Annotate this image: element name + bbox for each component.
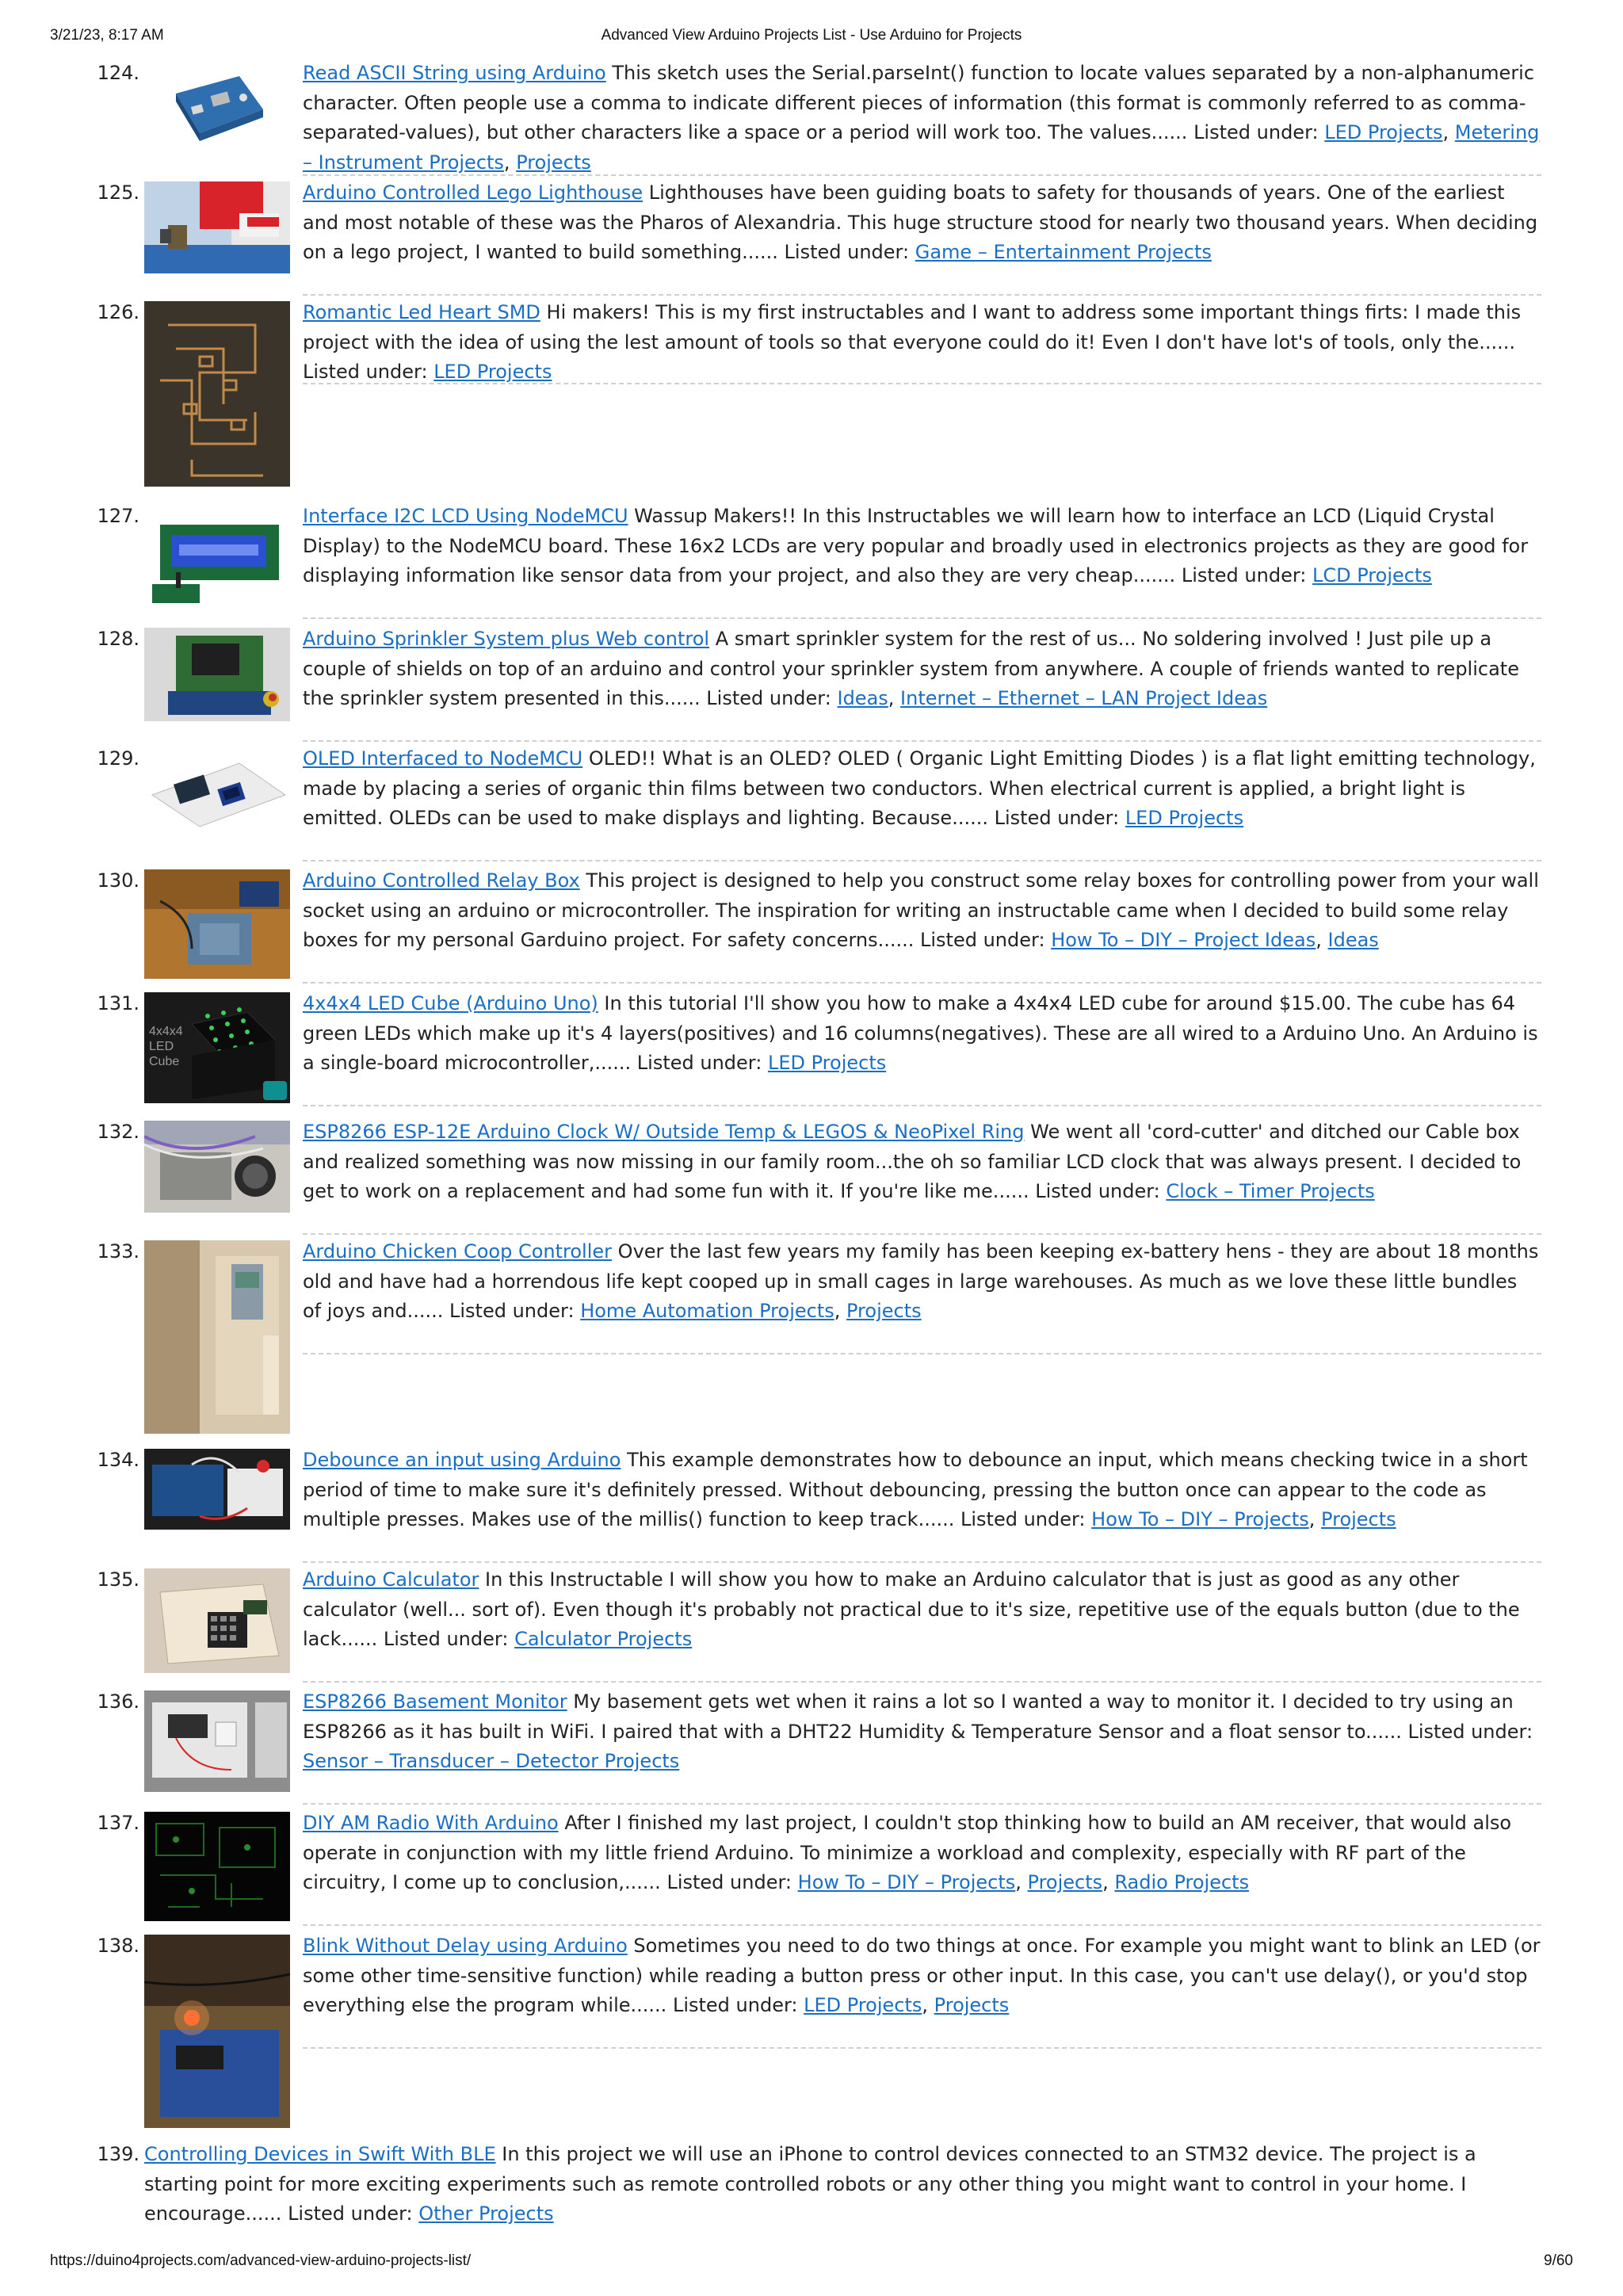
item-number: 131. [97,992,139,1014]
listed-under-label: Listed under: [706,687,831,709]
item-number: 125. [97,181,139,204]
item-text [303,1687,1541,1777]
listed-under-label: Listed under: [1193,121,1319,143]
project-thumbnail[interactable] [144,1240,290,1434]
project-link[interactable]: Controlling Devices in Swift With BLE [144,2143,496,2165]
category-link[interactable]: Sensor – Transducer – Detector Projects [303,1750,680,1772]
category-link[interactable]: Ideas [837,687,888,709]
project-description: This sketch uses the Serial.parseInt() function to locate values separated by a non-alphanumeric character. Often people use a comma to indicate different pieces of information (this format is commonly referred to as comma-separated-values), but other characters like a space or a period will work too. The values...... [303,62,1535,143]
item-number: 137. [97,1812,139,1834]
item-divider [303,1681,1541,1683]
thumbnail-caption: Cube [149,1055,180,1068]
item-divider [303,174,1541,176]
print-datetime: 3/21/23, 8:17 AM [50,27,164,44]
listed-under-label: Listed under: [960,1508,1086,1530]
project-thumbnail[interactable] [144,1935,290,2128]
project-thumbnail[interactable] [144,1690,290,1792]
listed-under-label: Listed under: [1035,1180,1160,1202]
project-thumbnail[interactable] [144,992,290,1103]
project-description: In this Instructable I will show you how to make an Arduino calculator that is just as good as any other calculator (well... sort of). Even though it's probably not practical due to it's size, repetitive use of the equals button (due to the lack...... [303,1568,1520,1650]
item-divider [303,1233,1541,1235]
category-link[interactable]: LCD Projects [1312,564,1432,586]
project-thumbnail[interactable] [144,62,290,151]
project-link[interactable]: ESP8266 ESP-12E Arduino Clock W/ Outside Temp & LEGOS & NeoPixel Ring [303,1121,1025,1143]
project-link[interactable]: Arduino Controlled Lego Lighthouse [303,181,643,204]
project-description: We went all 'cord-cutter' and ditched our Cable box and realized something was now missing in our family room...the oh so familiar LCD clock that was always present. I decided to get to work on a replacement and had some fun with it. If you're like me...... [303,1121,1522,1202]
project-description: In this project we will use an iPhone to control devices connected to an STM32 device. The project is a starting point for more exciting experiments such as remote controlled robots or any other thing you might want to control in your home. I encourage...... [144,2143,1476,2225]
item-divider [303,1105,1541,1106]
listed-under-label: Listed under: [1407,1720,1533,1743]
category-link[interactable]: Radio Projects [1114,1871,1250,1893]
item-divider [303,383,1541,384]
project-thumbnail[interactable] [144,628,290,721]
item-text [303,178,1541,268]
item-number: 129. [97,747,139,770]
project-thumbnail[interactable] [144,301,290,487]
item-divider [303,294,1541,296]
category-link[interactable]: Projects [846,1300,922,1322]
project-link[interactable]: Arduino Calculator [303,1568,479,1591]
listed-under-label: Listed under: [288,2202,413,2225]
category-link[interactable]: Game – Entertainment Projects [915,241,1212,263]
project-link[interactable]: ESP8266 Basement Monitor [303,1690,567,1713]
print-page-number: 9/60 [1544,2252,1573,2269]
project-thumbnail[interactable] [144,1812,290,1921]
category-link[interactable]: Projects [934,1994,1010,2016]
item-number: 130. [97,869,139,892]
item-divider [303,2047,1541,2049]
project-link[interactable]: Read ASCII String using Arduino [303,62,606,84]
item-text [303,298,1541,388]
item-divider [303,1803,1541,1805]
item-divider [303,1924,1541,1926]
category-link[interactable]: LED Projects [433,361,552,383]
project-thumbnail[interactable] [144,181,290,273]
item-text [303,989,1541,1079]
item-text: Arduino Chicken Coop Controller Over the last few years my family has been keeping ex-battery hens - they are about 18 months old and have had a horrendous life kept cooped up in small cages in large warehouses. As much as we love these little bundles of joys and...... Listed under: Home Automation Projects, Projects [303,1240,1539,1322]
project-description: In this tutorial I'll show you how to make a 4x4x4 LED cube for around $15.00. The cube has 64 green LEDs which make up it's 4 layers(positives) and 16 columns(negatives). These are all wired to a Arduino Uno. An Arduino is a single-board microcontroller,...... [303,992,1538,1074]
listed-under-label: Listed under: [449,1300,575,1322]
project-link[interactable]: Arduino Controlled Relay Box [303,869,580,892]
listed-under-label: Listed under: [994,807,1120,829]
category-link[interactable]: LED Projects [804,1994,922,2016]
project-link[interactable]: Arduino Sprinkler System plus Web control [303,628,710,650]
item-number: 124. [97,62,139,84]
category-link[interactable]: Other Projects [418,2202,554,2225]
item-divider [303,1353,1541,1354]
category-link[interactable]: Projects [516,151,591,174]
item-number: 135. [97,1568,139,1591]
item-text [303,1117,1541,1207]
project-description: This project is designed to help you construct some relay boxes for controlling power from your wall socket using an arduino or microcontroller. The inspiration for writing an instructable came when I decided to build some relay boxes for my personal Garduino project. For safety concerns...... [303,869,1539,951]
listed-under-label: Listed under: [636,1052,762,1074]
item-text [144,2140,1541,2229]
category-link[interactable]: How To – DIY – Project Ideas [1051,929,1316,951]
project-thumbnail[interactable] [144,505,290,608]
item-number: 132. [97,1121,139,1143]
project-thumbnail[interactable] [144,869,290,979]
listed-under-label: Listed under: [1181,564,1307,586]
listed-under-label: Listed under: [920,929,1045,951]
print-page-title: Advanced View Arduino Projects List - Use Arduino for Projects [601,27,1022,44]
project-link[interactable]: Romantic Led Heart SMD [303,301,540,323]
category-link[interactable]: LED Projects [767,1052,887,1074]
item-number: 128. [97,628,139,650]
listed-under-label: Listed under: [383,1628,509,1650]
item-number: 134. [97,1449,139,1471]
category-link[interactable]: Internet – Ethernet – LAN Project Ideas [900,687,1268,709]
item-text: DIY AM Radio With Arduino After I finished my last project, I couldn't stop thinking how to build an AM receiver, that would also operate in conjunction with my little friend Arduino. To minimize a workload and complexity, especially with RF part of the circuitry, I come up to conclusion,...... Listed under: How To – DIY – Projects, Projects, Radio Projects [303,1812,1512,1893]
category-link[interactable]: Calculator Projects [514,1628,693,1650]
category-link[interactable]: How To – DIY – Projects [1091,1508,1309,1530]
item-text: Arduino Controlled Relay Box This project is designed to help you construct some relay boxes for controlling power from your wall socket using an arduino or microcontroller. The inspiration for writing an instructable came when I decided to build some relay boxes for my personal Garduino project. For safety concerns...... Listed under: How To – DIY – Project Ideas, Ideas [303,869,1539,951]
category-link[interactable]: LED Projects [1324,121,1443,143]
item-divider [303,740,1541,742]
item-divider [303,860,1541,861]
item-number: 136. [97,1690,139,1713]
project-thumbnail[interactable] [144,1568,290,1673]
project-link[interactable]: DIY AM Radio With Arduino [303,1812,559,1834]
item-divider [303,617,1541,619]
item-number: 127. [97,505,139,527]
category-link[interactable]: Metering – Instrument Projects [303,121,1540,174]
item-text: Debounce an input using Arduino This example demonstrates how to debounce an input, which means checking twice in a short period of time to make sure it's definitely pressed. Without debouncing, pressing the button once can appear to the code as multiple presses. Makes use of the millis() function to keep track...... Listed under: How To – DIY – Projects, Projects [303,1449,1528,1530]
listed-under-label: Listed under: [784,241,910,263]
category-link[interactable]: Projects [1027,1871,1103,1893]
item-text [303,1565,1541,1655]
project-description: After I finished my last project, I couldn't stop thinking how to build an AM receiver, that would also operate in conjunction with my little friend Arduino. To minimize a workload and complexity, especially with RF part of the circuitry, I come up to conclusion,...... [303,1812,1512,1893]
item-text: Blink Without Delay using Arduino Sometimes you need to do two things at once. For example you might want to blink an LED (or some other time-sensitive function) while reading a button press or other input. In this case, you can't use delay(), or you'd stop everything else the program while...... Listed under: LED Projects, Projects [303,1935,1541,2016]
project-thumbnail[interactable] [144,1121,290,1213]
project-description: This example demonstrates how to debounce an input, which means checking twice in a short period of time to make sure it's definitely pressed. Without debouncing, pressing the button once can appear to the code as multiple presses. Makes use of the millis() function to keep track...... [303,1449,1528,1530]
project-link[interactable]: Blink Without Delay using Arduino [303,1935,628,1957]
project-link[interactable]: OLED Interfaced to NodeMCU [303,747,583,770]
thumbnail-caption: 4x4x4 [149,1025,183,1038]
item-divider [303,982,1541,984]
thumbnail-caption: LED [149,1040,174,1053]
project-description: Lighthouses have been guiding boats to safety for thousands of years. One of the earliest and most notable of these was the Pharos of Alexandria. This huge structure stood for nearly two thousand years. When deciding on a lego project, I wanted to build something...... [303,181,1538,263]
item-text: Arduino Sprinkler System plus Web control A smart sprinkler system for the rest of us... No soldering involved ! Just pile up a couple of shields on top of an arduino and control your sprinkler system from anywhere. A couple of friends wanted to replicate the sprinkler system presented in this...... Listed under: Ideas, Internet – Ethernet – LAN Project Ideas [303,628,1519,709]
item-number: 138. [97,1935,139,1957]
print-url: https://duino4projects.com/advanced-view-arduino-projects-list/ [50,2252,472,2269]
print-header [0,27,1623,51]
item-text [303,744,1541,834]
project-description: Sometimes you need to do two things at once. For example you might want to blink an LED (or some other time-sensitive function) while reading a button press or other input. In this case, you can't use delay(), or you'd stop everything else the program while...... [303,1935,1541,2016]
item-text [303,502,1541,591]
project-description: My basement gets wet when it rains a lot so I wanted a way to monitor it. I decided to try using an ESP8266 as it has built in WiFi. I paired that with a DHT22 Humidity & Temperature Sensor and a float sensor to...... [303,1690,1514,1743]
project-thumbnail[interactable] [144,747,290,836]
item-number: 133. [97,1240,139,1263]
project-description: Over the last few years my family has been keeping ex-battery hens - they are about 18 months old and have had a horrendous life kept cooped up in small cages in large warehouses. As much as we love these little bundles of joys and...... [303,1240,1539,1322]
item-divider [303,1561,1541,1563]
category-link[interactable]: Projects [1321,1508,1396,1530]
project-link[interactable]: 4x4x4 LED Cube (Arduino Uno) [303,992,598,1014]
listed-under-label: Listed under: [303,361,428,383]
print-footer [0,2252,1623,2276]
category-link[interactable]: How To – DIY – Projects [797,1871,1016,1893]
category-link[interactable]: LED Projects [1125,807,1244,829]
project-description: Wassup Makers!! In this Instructables we will learn how to interface an LCD (Liquid Crystal Display) to the NodeMCU board. These 16x2 LCDs are very popular and broadly used in electronics projects as they are good for displaying information like sensor data from your project, and also they are very cheap....... [303,505,1529,586]
item-number: 126. [97,301,139,323]
category-link[interactable]: Home Automation Projects [580,1300,834,1322]
project-description: OLED!! What is an OLED? OLED ( Organic Light Emitting Diodes ) is a flat light emitting technology, made by placing a series of organic thin films between two conductors. When electrical current is applied, a bright light is emitted. OLEDs can be used to make displays and lighting. Because...... [303,747,1536,829]
project-thumbnail[interactable] [144,1449,290,1530]
project-description: Hi makers! This is my first instructables and I want to address some important things firts: I made this project with the idea of using the lest amount of tools so that everyone could do it! Even I don't have lot's of tools, only the...... [303,301,1522,353]
project-link[interactable]: Debounce an input using Arduino [303,1449,621,1471]
item-number: 139. [97,2143,139,2165]
project-link[interactable]: Arduino Chicken Coop Controller [303,1240,613,1263]
listed-under-label: Listed under: [672,1994,798,2016]
item-text: Read ASCII String using Arduino This sketch uses the Serial.parseInt() function to locate values separated by a non-alphanumeric character. Often people use a comma to indicate different pieces of information (this format is commonly referred to as comma-separated-values), but other characters like a space or a period will work too. The values...... Listed under: LED Projects, Metering – Instrument Projects, Projects [303,62,1540,174]
category-link[interactable]: Ideas [1327,929,1379,951]
listed-under-label: Listed under: [666,1871,792,1893]
project-description: A smart sprinkler system for the rest of us... No soldering involved ! Just pile up a couple of shields on top of an arduino and control your sprinkler system from anywhere. A couple of friends wanted to replicate the sprinkler system presented in this...... [303,628,1519,709]
project-link[interactable]: Interface I2C LCD Using NodeMCU [303,505,628,527]
category-link[interactable]: Clock – Timer Projects [1166,1180,1375,1202]
